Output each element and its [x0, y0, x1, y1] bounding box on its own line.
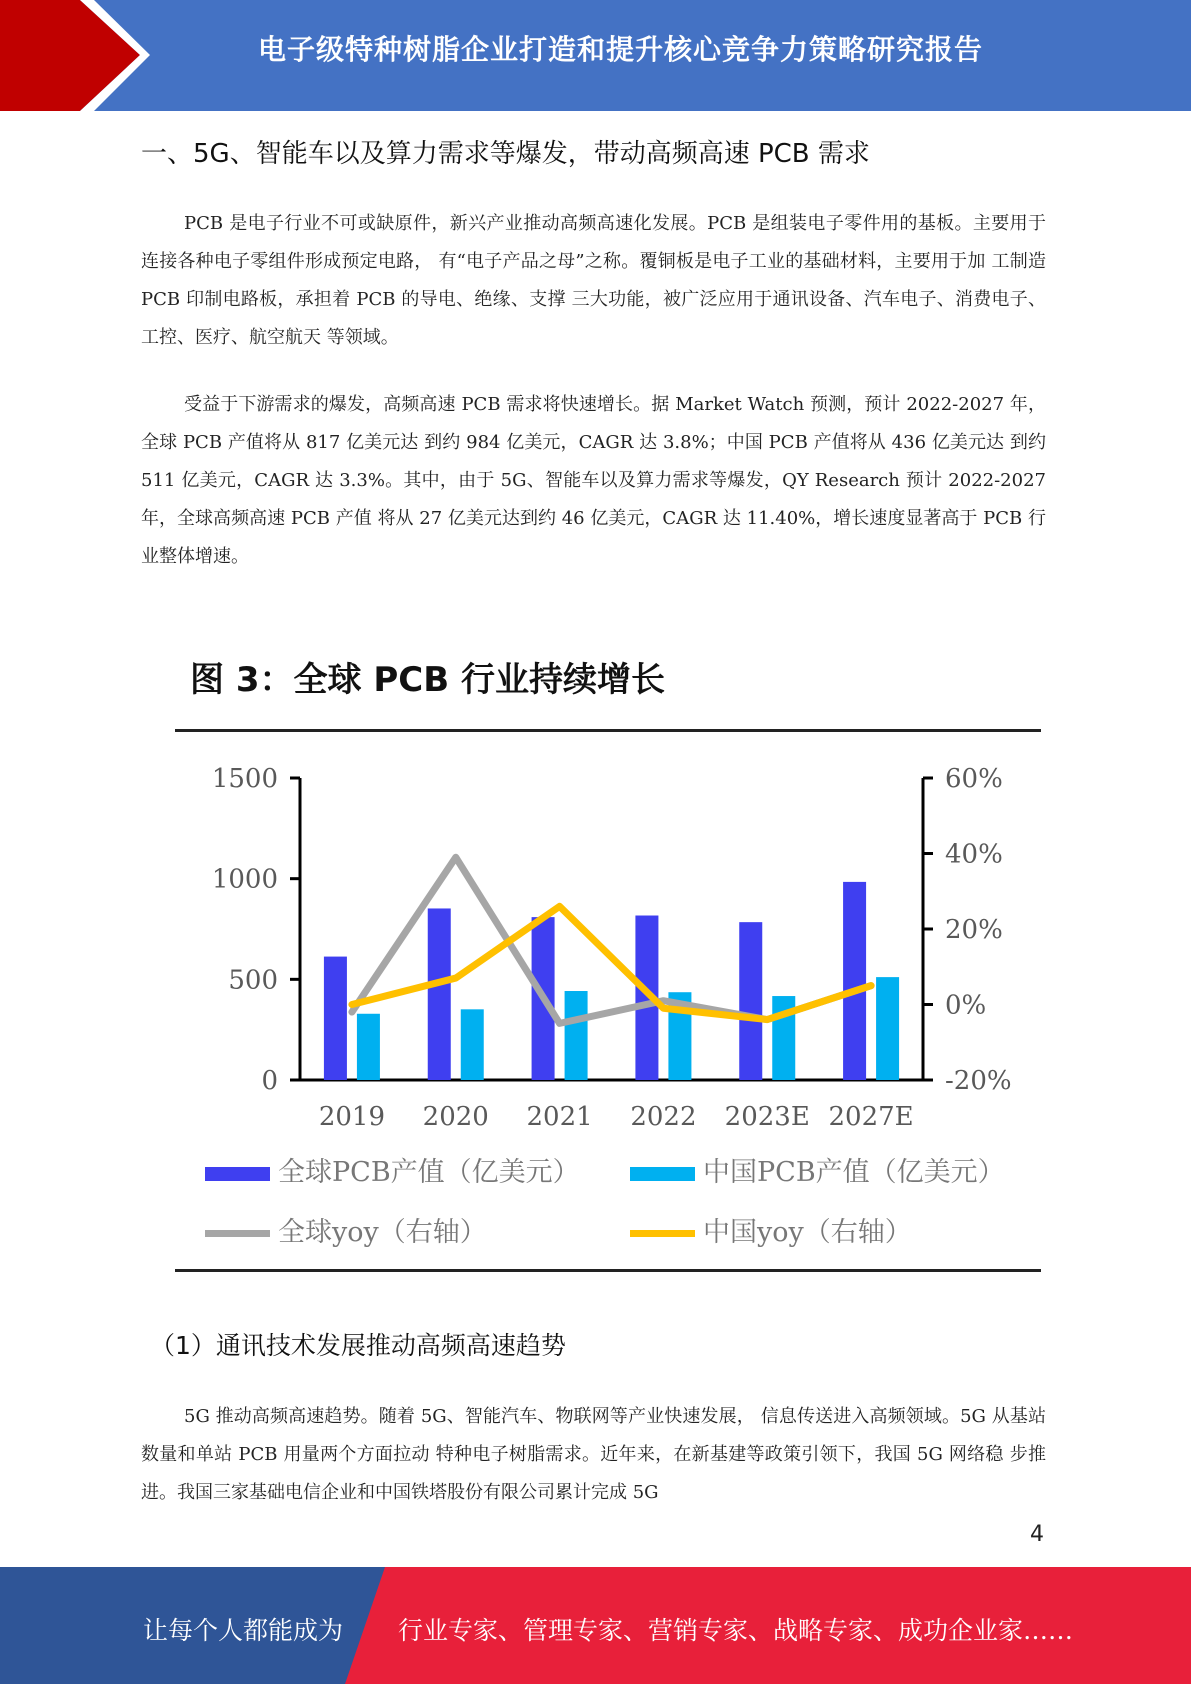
- figure-title: 图 3：全球 PCB 行业持续增长: [190, 660, 665, 700]
- x-tick-label: 2020: [422, 1102, 489, 1132]
- x-tick-label: 2021: [526, 1102, 593, 1132]
- paragraph-3: 5G 推动高频高速趋势。随着 5G、智能汽车、物联网等产业快速发展， 信息传送进入高频领域。5G 从基站数量和单站 PCB 用量两个方面拉动 特种电子树脂需求。近年来，在新基建等政策引领下，我国 5G 网络稳 步推进。我国三家基础电信企业和中国铁塔股份有限公司累计完成 5G: [141, 1406, 1046, 1503]
- page-header: [0, 0, 1191, 111]
- legend-item-china-pcb: [630, 1150, 1005, 1189]
- x-tick-label: 2019: [318, 1102, 386, 1132]
- figure-top-rule: [175, 729, 1041, 732]
- x-tick-label: 2022: [630, 1102, 697, 1132]
- y-left-tick-label: 1500: [211, 764, 278, 794]
- legend-label: 全球PCB产值（亿美元）: [278, 1157, 580, 1188]
- subsection-title: （1）通讯技术发展推动高频高速趋势: [150, 1331, 566, 1360]
- y-right-tick-label: -20%: [945, 1066, 1012, 1096]
- report-title: 电子级特种树脂企业打造和提升核心竞争力策略研究报告: [257, 33, 983, 66]
- bar-china-pcb: [461, 1009, 484, 1080]
- legend-swatch-bar: [205, 1167, 270, 1181]
- legend-label: 中国yoy（右轴）: [703, 1217, 912, 1248]
- paragraph-1: PCB 是电子行业不可或缺原件，新兴产业推动高频高速化发展。PCB 是组装电子零件用的基板。主要用于连接各种电子零组件形成预定电路， 有“电子产品之母”之称。覆铜板是电子工业的基础材料，主要用于加 工制造 PCB 印制电路板，承担着 PCB 的导电、绝缘、支撑 三大功能，被广泛应用于通讯设备、汽车电子、消费电子、工控、医疗、航空航天 等领域。: [141, 213, 1046, 348]
- pcb-chart: [175, 740, 1041, 1150]
- legend-swatch-line: [205, 1230, 270, 1237]
- bar-china-pcb: [876, 977, 899, 1080]
- y-left-tick-label: 500: [228, 965, 278, 996]
- page-number: 4: [1030, 1522, 1044, 1547]
- header-red-arrow: [0, 0, 150, 111]
- bar-china-pcb: [357, 1014, 380, 1080]
- legend-swatch-bar: [630, 1167, 695, 1181]
- y-left-tick-label: 0: [261, 1066, 278, 1096]
- bar-global-pcb: [428, 908, 451, 1080]
- bar-global-pcb: [739, 922, 762, 1080]
- footer-slogan-right: 行业专家、管理专家、营销专家、战略专家、成功企业家……: [398, 1616, 1074, 1645]
- bar-global-pcb: [324, 957, 347, 1080]
- legend-label: 全球yoy（右轴）: [278, 1217, 487, 1248]
- bar-china-pcb: [565, 991, 588, 1080]
- paragraph-2: 受益于下游需求的爆发，高频高速 PCB 需求将快速增长。据 Market Watch 预测，预计 2022-2027 年，全球 PCB 产值将从 817 亿美元达 到约 984 亿美元，CAGR 达 3.8%；中国 PCB 产值将从 436 亿美元达 到约 511 亿美元，CAGR 达 3.3%。其中，由于 5G、智能车以及算力需求等爆发，QY Research 预计 2022-2027 年，全球高频高速 PCB 产值 将从 27 亿美元达到约 46 亿美元，CAGR 达 11.40%，增长速度显著高于 PCB 行业整体增速。: [141, 394, 1046, 567]
- legend-item-global-yoy: [205, 1210, 487, 1249]
- y-right-tick-label: 40%: [945, 839, 1003, 870]
- legend-item-global-pcb: [205, 1150, 580, 1189]
- legend-item-china-yoy: [630, 1210, 912, 1249]
- y-right-tick-label: 20%: [945, 915, 1003, 945]
- x-tick-label: 2023E: [724, 1102, 810, 1132]
- legend-swatch-line: [630, 1230, 695, 1237]
- y-right-tick-label: 0%: [945, 990, 987, 1021]
- section-title: 一、5G、智能车以及算力需求等爆发，带动高频高速 PCB 需求: [141, 139, 870, 169]
- legend-label: 中国PCB产值（亿美元）: [703, 1157, 1005, 1188]
- figure-bottom-rule: [175, 1269, 1041, 1272]
- x-tick-label: 2027E: [828, 1102, 914, 1132]
- y-right-tick-label: 60%: [945, 764, 1003, 794]
- bar-global-pcb: [843, 882, 866, 1080]
- y-left-tick-label: 1000: [211, 864, 278, 895]
- footer-slogan-left: 让每个人都能成为: [143, 1616, 344, 1645]
